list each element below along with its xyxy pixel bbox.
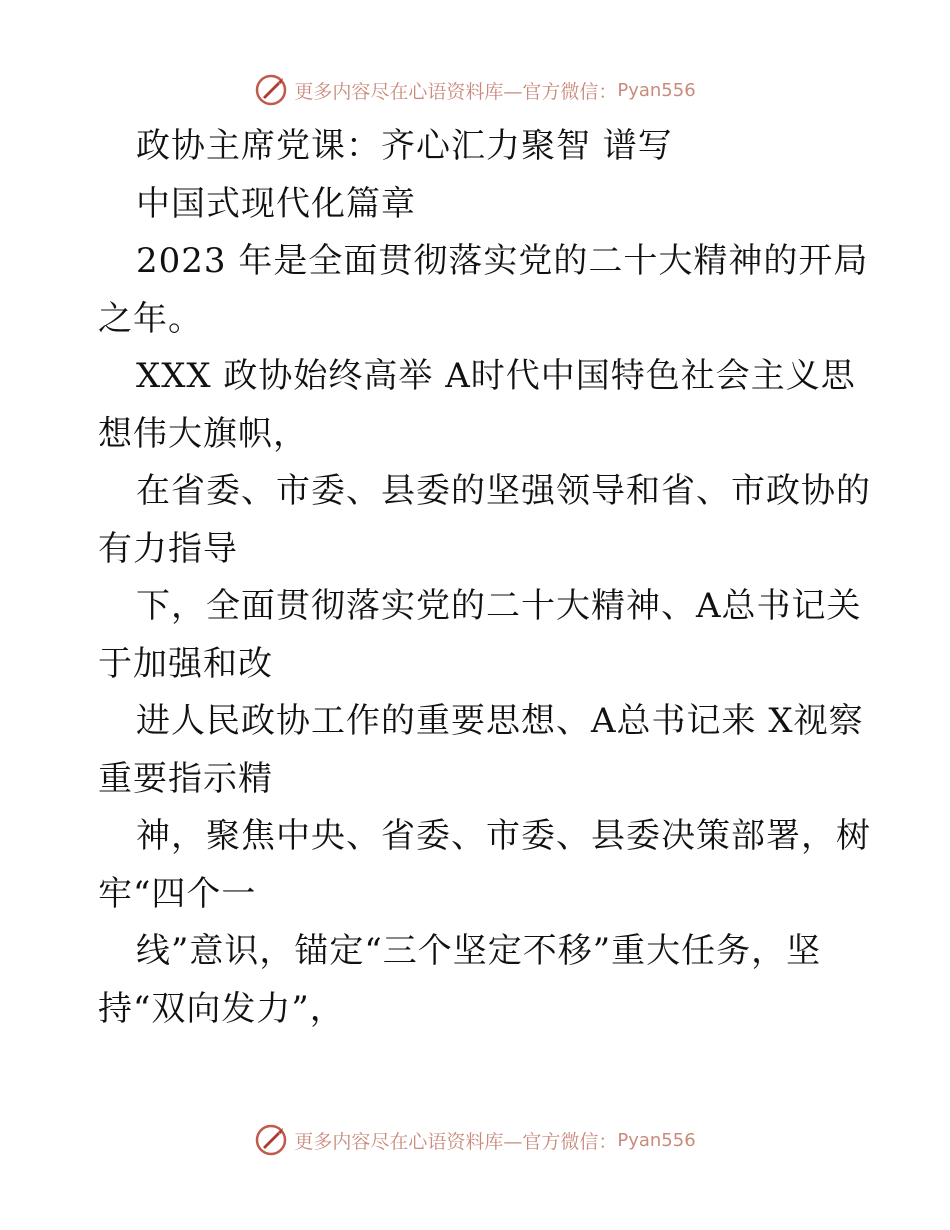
doc-text-line: XXX 政协始终高举 A时代中国特色社会主义思 xyxy=(136,356,856,396)
doc-text-line: 牢“四个一 xyxy=(98,873,257,914)
doc-text-line: 进人民政协工作的重要思想、A总书记来 X视察 xyxy=(136,701,864,741)
quill-seal-icon xyxy=(254,1123,288,1157)
watermark-text: 更多内容尽在心语资料库—官方微信： xyxy=(294,1130,618,1153)
doc-text-line: 重要指示精 xyxy=(98,758,273,799)
doc-text-line: 在省委、市委、县委的坚强领导和省、市政协的 xyxy=(136,471,871,511)
doc-text-line: 于加强和改 xyxy=(98,643,273,684)
doc-title-line-2: 中国式现代化篇章 xyxy=(136,183,416,224)
doc-text-line: 持“双向发力”， xyxy=(98,988,345,1029)
doc-text-line: 有力指导 xyxy=(98,528,238,569)
doc-text-line: 神，聚焦中央、省委、市委、县委决策部署，树 xyxy=(136,816,871,856)
document-body xyxy=(98,118,871,1038)
footer-watermark xyxy=(0,1120,950,1160)
doc-text-line: 之年。 xyxy=(98,298,203,339)
doc-text-line: 2023 年是全面贯彻落实党的二十大精神的开局 xyxy=(136,241,869,281)
doc-text-line: 下，全面贯彻落实党的二十大精神、A总书记关 xyxy=(136,586,862,626)
doc-text-line: 想伟大旗帜， xyxy=(98,413,308,454)
header-watermark xyxy=(0,70,950,110)
doc-title-line-1: 政协主席党课：齐心汇力聚智 谱写 xyxy=(136,126,673,166)
watermark-handle: Pyan556 xyxy=(617,79,696,101)
watermark-text: 更多内容尽在心语资料库—官方微信： xyxy=(294,80,618,103)
watermark-handle: Pyan556 xyxy=(617,1129,696,1151)
quill-seal-icon xyxy=(254,73,288,107)
doc-text-line: 线”意识，锚定“三个坚定不移”重大任务，坚 xyxy=(136,931,822,971)
